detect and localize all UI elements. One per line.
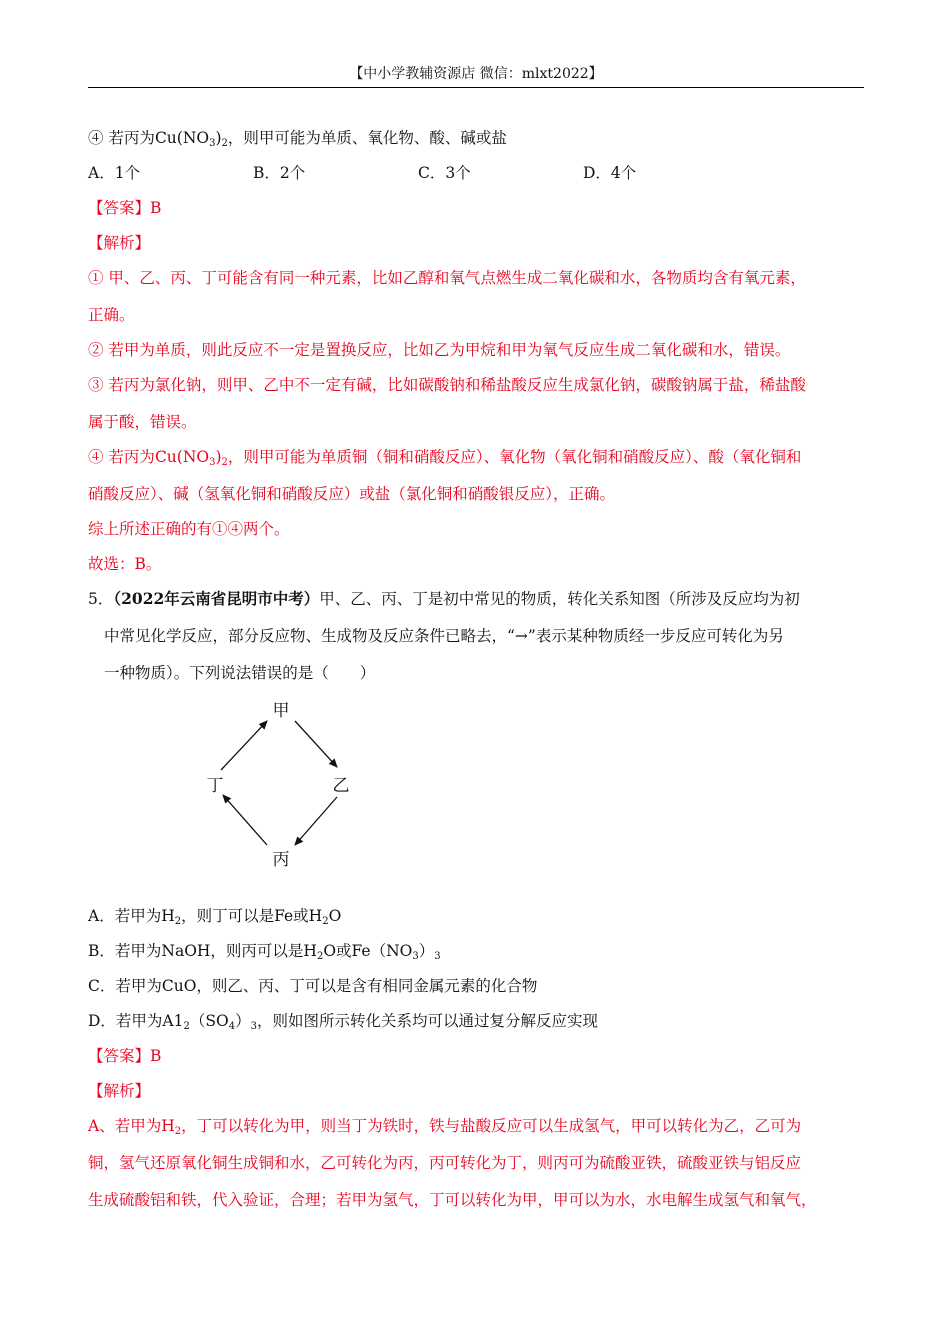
page-header: 【中小学教辅资源店 微信：mlxt2022】 — [349, 66, 603, 82]
header-divider — [88, 87, 864, 88]
q5-option-c: C．若甲为CuO，则乙、丙、丁可以是含有相同金属元素的化合物 — [88, 977, 538, 995]
node-left: 丁 — [206, 776, 224, 796]
q5-stem: 一种物质）。下列说法错误的是（ ） — [104, 664, 376, 682]
q4-analysis-line: 硝酸反应）、碱（氢氧化铜和硝酸反应）或盐（氯化铜和硝酸银反应），正确。 — [88, 485, 616, 503]
q4-analysis-line: ③ 若丙为氯化钠，则甲、乙中不一定有碱，比如碳酸钠和稀盐酸反应生成氯化钠，碳酸钠属于盐，稀盐酸 — [88, 376, 806, 394]
q4-analysis-label: 【解析】 — [88, 234, 151, 252]
q4-statement-4: ④ 若丙为$Cu(NO_3)_2$，则甲可能为单质、氧化物、酸、碱或盐 — [88, 129, 507, 149]
q4-analysis-line: ② 若甲为单质，则此反应不一定是置换反应，比如乙为甲烷和甲为氧气反应生成二氧化碳和水，错误。 — [88, 341, 791, 359]
q5-analysis-line: 铜，氢气还原氧化铜生成铜和水，乙可转化为丙，丙可转化为丁，则丙可为硫酸亚铁，硫酸亚铁与铝反应 — [88, 1154, 802, 1172]
arrow-right-to-bottom — [295, 797, 337, 845]
node-right: 乙 — [332, 776, 350, 796]
q4-choose: 故选：B。 — [88, 555, 162, 573]
q4-analysis-line: 属于酸，错误。 — [88, 413, 197, 431]
q4-analysis-line: ④ 若丙为$Cu(NO_3)_2$，则甲可能为单质铜（铜和硝酸反应）、氧化物（氧化铜和硝酸反应）、酸（氧化铜和 — [88, 448, 802, 468]
q4-answer: 【答案】B — [88, 199, 162, 217]
q5-stem: 中常见化学反应，部分反应物、生成物及反应条件已略去，“→”表示某种物质经一步反应可转化为另 — [104, 627, 784, 645]
q5-stem: 5．（2022年云南省昆明市中考）甲、乙、丙、丁是初中常见的物质，转化关系知图（所涉及反应均为初 — [88, 589, 800, 608]
q4-analysis-line: ① 甲、乙、丙、丁可能含有同一种元素，比如乙醇和氧气点燃生成二氧化碳和水，各物质均含有氧元素， — [88, 269, 806, 287]
q4-option-a: A．1个 — [88, 164, 141, 182]
q4-analysis-line: 正确。 — [88, 306, 135, 324]
q4-option-b: B．2个 — [253, 164, 306, 182]
q5-analysis-line: 生成硫酸铝和铁，代入验证，合理；若甲为氢气，丁可以转化为甲，甲可以为水，水电解生成氢气和氧气， — [88, 1191, 817, 1209]
q5-option-d: D．若甲为$A1_2(SO_4)_3$，则如图所示转化关系均可以通过复分解反应实现 — [88, 1012, 598, 1032]
q4-summary: 综上所述正确的有①④两个。 — [88, 520, 290, 538]
q5-analysis-line: A、若甲为$H_2$，丁可以转化为甲，则当丁为铁时，铁与盐酸反应可以生成氢气，甲可以转化为乙，乙可为 — [88, 1117, 802, 1137]
q4-option-d: D．4个 — [583, 164, 637, 182]
conversion-diagram — [195, 695, 365, 875]
q5-option-b: B．若甲为NaOH，则丙可以是$H_2O$或$Fe(NO_3)_3$ — [88, 942, 441, 962]
node-bottom: 丙 — [272, 850, 290, 870]
arrow-left-to-top — [221, 721, 267, 770]
node-top: 甲 — [272, 701, 290, 721]
arrow-bottom-to-left — [223, 795, 267, 845]
q5-answer: 【答案】B — [88, 1047, 162, 1065]
q5-option-a: A．若甲为$H_2$，则丁可以是Fe或$H_2O$ — [88, 907, 342, 927]
q4-option-c: C．3个 — [418, 164, 471, 182]
arrow-top-to-right — [295, 721, 337, 767]
q5-analysis-label: 【解析】 — [88, 1082, 151, 1100]
